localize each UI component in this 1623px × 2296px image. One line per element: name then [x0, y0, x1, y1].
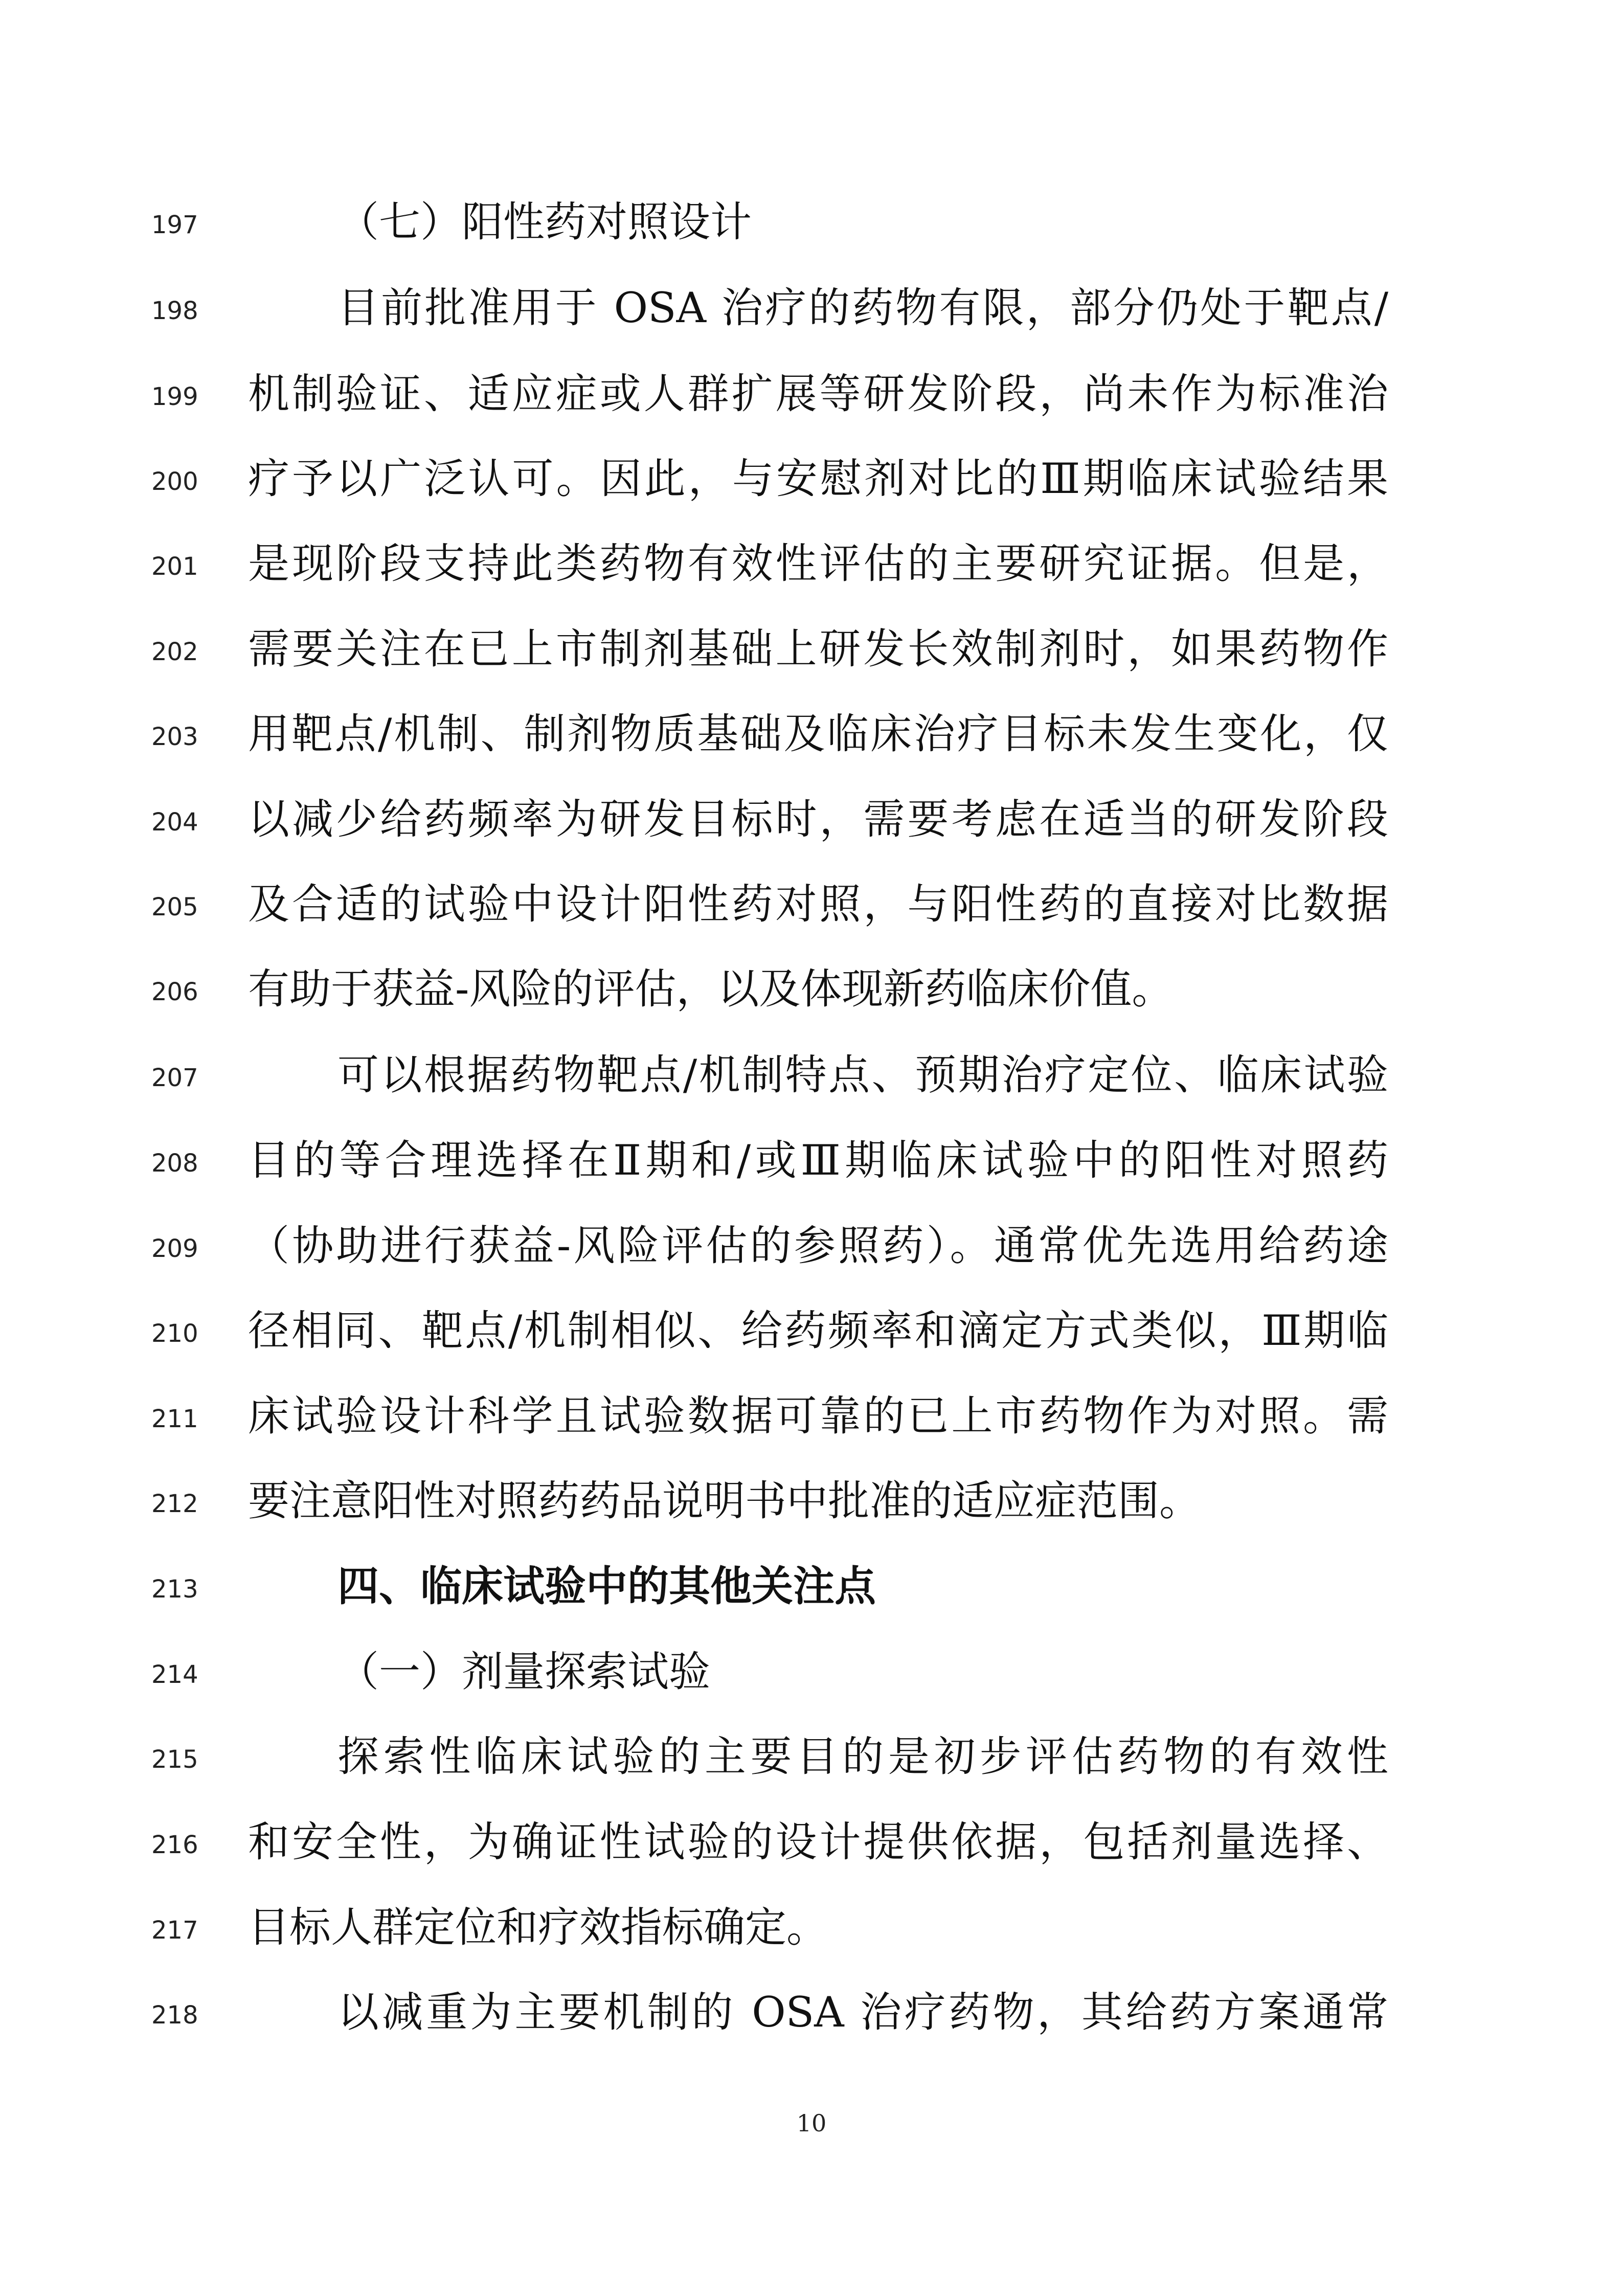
- line-215: [0, 1725, 1623, 1811]
- paragraph-line: 疗予以广泛认可。因此，与安慰剂对比的Ⅲ期临床试验结果: [248, 455, 1388, 503]
- line-212: [0, 1469, 1623, 1555]
- line-number: 214: [151, 1660, 198, 1689]
- line-214: [0, 1640, 1623, 1726]
- line-216: [0, 1810, 1623, 1896]
- line-197: [0, 190, 1623, 276]
- paragraph-line: 目标人群定位和疗效指标确定。: [248, 1904, 828, 1952]
- line-number: 205: [151, 893, 198, 921]
- line-number: 202: [151, 638, 198, 666]
- line-number: 209: [151, 1234, 198, 1263]
- section-subheading: （一）剂量探索试验: [337, 1648, 711, 1696]
- paragraph-line: 可以根据药物靶点/机制特点、预期治疗定位、临床试验: [337, 1051, 1388, 1099]
- line-number: 204: [151, 808, 198, 837]
- section-heading: 四、临床试验中的其他关注点: [337, 1563, 876, 1611]
- paragraph-line: 有助于获益-风险的评估，以及体现新药临床价值。: [248, 965, 1174, 1014]
- line-number: 197: [151, 211, 198, 239]
- section-subheading: （七）阳性药对照设计: [337, 198, 752, 246]
- line-202: [0, 617, 1623, 703]
- line-number: 208: [151, 1149, 198, 1178]
- paragraph-line: （协助进行获益-风险评估的参照药）。通常优先选用给药途: [248, 1222, 1388, 1270]
- line-208: [0, 1129, 1623, 1214]
- line-number: 216: [151, 1831, 198, 1859]
- line-218: [0, 1980, 1623, 2066]
- line-209: [0, 1214, 1623, 1300]
- line-206: [0, 957, 1623, 1043]
- line-211: [0, 1384, 1623, 1470]
- paragraph-line: 要注意阳性对照药药品说明书中批准的适应症范围。: [248, 1477, 1201, 1525]
- line-200: [0, 447, 1623, 533]
- line-199: [0, 362, 1623, 448]
- line-213: [0, 1555, 1623, 1640]
- paragraph-line: 以减少给药频率为研发目标时，需要考虑在适当的研发阶段: [248, 796, 1388, 844]
- line-number: 206: [151, 978, 198, 1006]
- paragraph-line: 机制验证、适应症或人群扩展等研发阶段，尚未作为标准治: [248, 370, 1388, 418]
- paragraph-line: 床试验设计科学且试验数据可靠的已上市药物作为对照。需: [248, 1392, 1388, 1440]
- paragraph-line: 用靶点/机制、制剂物质基础及临床治疗目标未发生变化，仅: [248, 710, 1388, 758]
- paragraph-line: 是现阶段支持此类药物有效性评估的主要研究证据。但是，: [248, 540, 1388, 588]
- line-number: 215: [151, 1745, 198, 1774]
- line-204: [0, 787, 1623, 873]
- line-number: 200: [151, 467, 198, 496]
- paragraph-line: 目前批准用于 OSA 治疗的药物有限，部分仍处于靶点/: [337, 284, 1388, 332]
- line-number: 213: [151, 1575, 198, 1604]
- line-198: [0, 276, 1623, 362]
- line-205: [0, 872, 1623, 958]
- line-number: 198: [151, 297, 198, 325]
- paragraph-line: 探索性临床试验的主要目的是初步评估药物的有效性: [337, 1733, 1388, 1781]
- line-210: [0, 1299, 1623, 1385]
- line-number: 199: [151, 382, 198, 411]
- paragraph-line: 需要关注在已上市制剂基础上研发长效制剂时，如果药物作: [248, 625, 1388, 673]
- line-number: 218: [151, 2001, 198, 2030]
- paragraph-line: 以减重为主要机制的 OSA 治疗药物，其给药方案通常: [337, 1989, 1388, 2037]
- line-number: 203: [151, 723, 198, 751]
- line-number: 212: [151, 1490, 198, 1518]
- paragraph-line: 及合适的试验中设计阳性药对照，与阳性药的直接对比数据: [248, 881, 1388, 929]
- line-number: 210: [151, 1319, 198, 1348]
- line-217: [0, 1896, 1623, 1982]
- line-number: 211: [151, 1405, 198, 1433]
- line-203: [0, 702, 1623, 788]
- line-number: 201: [151, 552, 198, 581]
- line-number: 207: [151, 1064, 198, 1092]
- line-201: [0, 532, 1623, 618]
- page-number: 10: [796, 2109, 827, 2137]
- paragraph-line: 和安全性，为确证性试验的设计提供依据，包括剂量选择、: [248, 1818, 1388, 1866]
- line-207: [0, 1043, 1623, 1129]
- line-number: 217: [151, 1916, 198, 1945]
- paragraph-line: 目的等合理选择在Ⅱ期和/或Ⅲ期临床试验中的阳性对照药: [248, 1137, 1388, 1185]
- paragraph-line: 径相同、靶点/机制相似、给药频率和滴定方式类似，Ⅲ期临: [248, 1307, 1388, 1355]
